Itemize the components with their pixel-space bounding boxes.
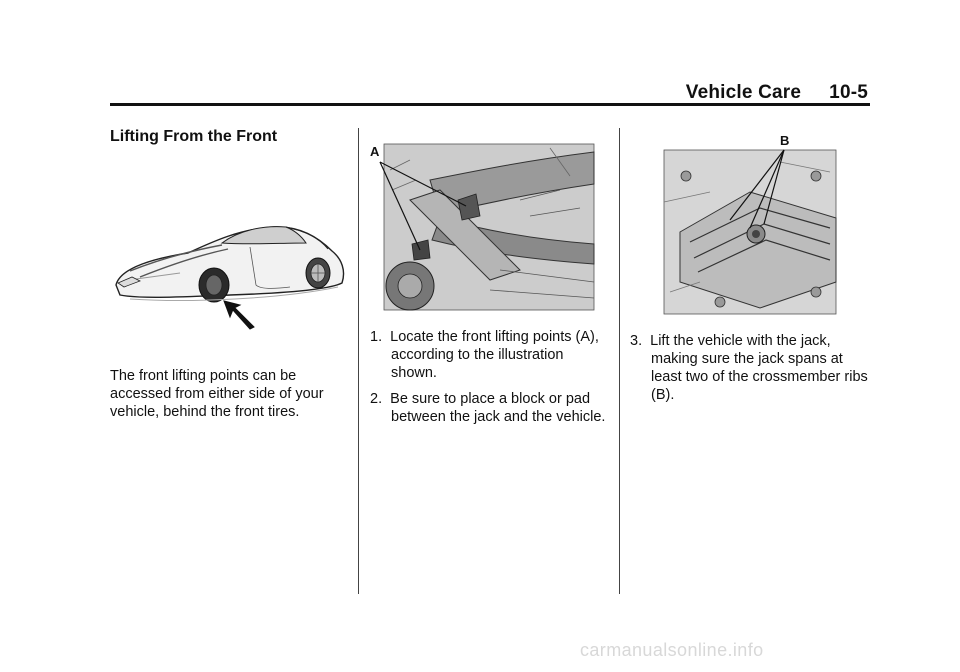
corvette-lift-illustration <box>110 213 350 333</box>
page-header <box>0 0 960 110</box>
callout-a-label: A <box>370 144 380 159</box>
column-3-body <box>630 332 870 412</box>
column-1-body <box>110 367 350 421</box>
front-lifting-points-illustration <box>370 140 595 312</box>
page-number: 10-5 <box>829 82 868 103</box>
section-title: Lifting From the Front <box>110 128 278 145</box>
column-divider-1 <box>358 128 359 594</box>
column-1 <box>110 128 350 146</box>
running-header <box>686 82 868 104</box>
crossmember-ribs-illustration <box>660 132 840 316</box>
watermark: carmanualsonline.info <box>580 640 764 660</box>
callout-b-label: B <box>780 133 790 148</box>
column-2-body <box>370 328 610 434</box>
step-3: 3. Lift the vehicle with the jack, making sure the jack spans at least two of the crossmember ribs (B). <box>630 333 868 403</box>
lift-point-arrow-icon <box>224 301 254 329</box>
header-rule <box>110 103 870 106</box>
section-name: Vehicle Care <box>685 82 802 103</box>
step-2: 2. Be sure to place a block or pad between the jack and the vehicle. <box>370 391 606 425</box>
intro-paragraph: The front lifting points can be accessed from either side of your vehicle, behind the front tires. <box>110 368 324 420</box>
column-divider-2 <box>619 128 620 594</box>
steps-list-1 <box>370 328 610 426</box>
steps-list-2 <box>630 332 870 404</box>
step-1: 1. Locate the front lifting points (A), according to the illustration shown. <box>370 329 599 381</box>
